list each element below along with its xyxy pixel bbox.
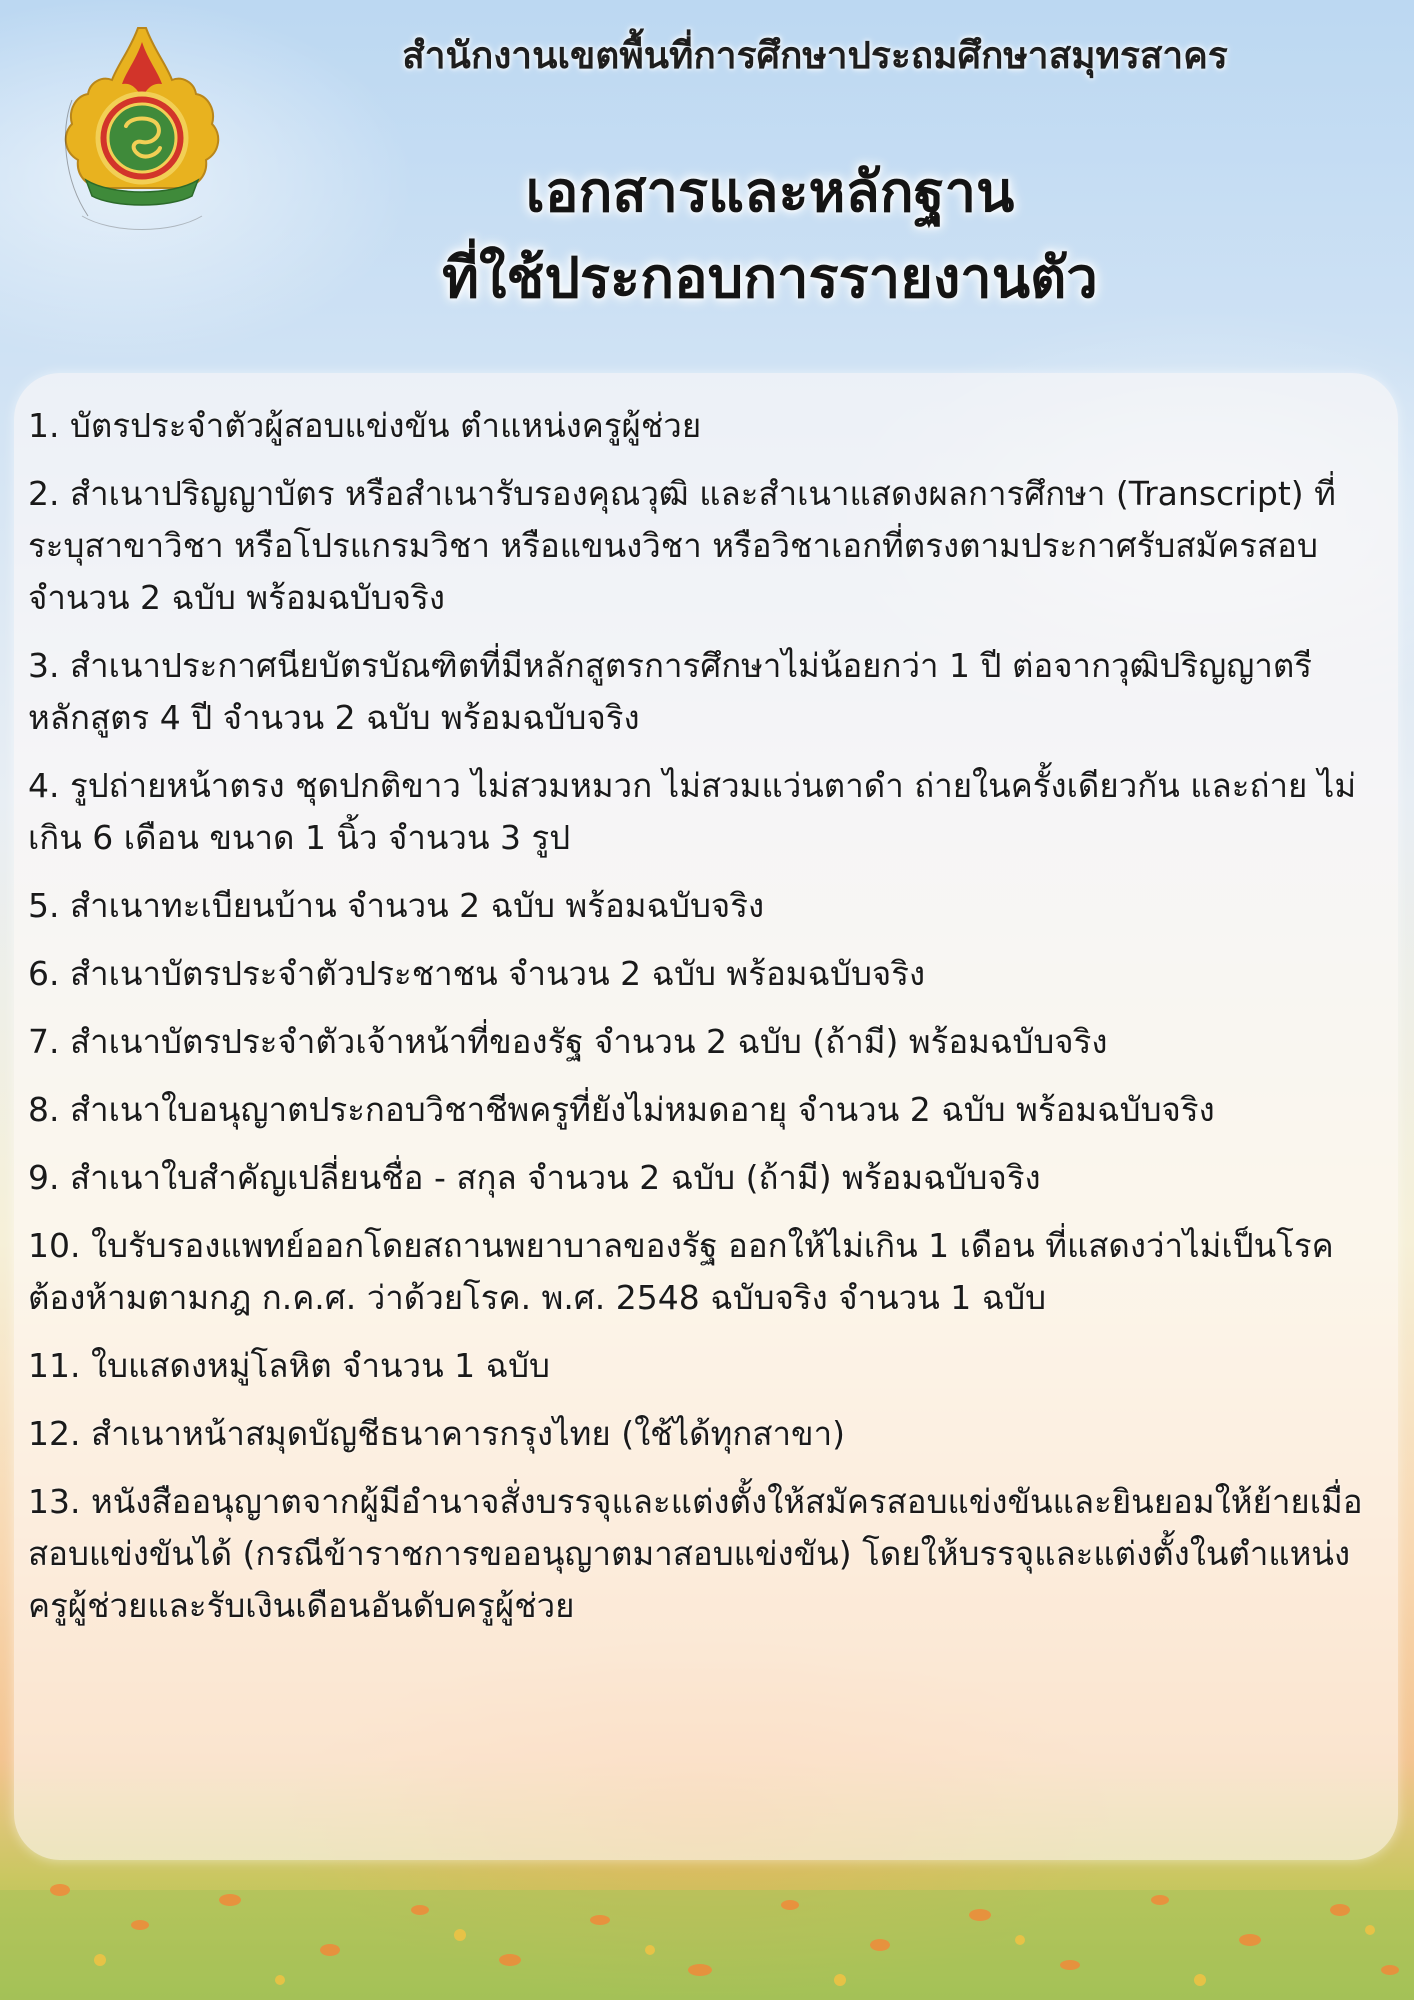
list-item: 6. สำเนาบัตรประจำตัวประชาชน จำนวน 2 ฉบับ พร้อมฉบับจริง [28, 954, 926, 993]
list-item: 12. สำเนาหน้าสมุดบัญชีธนาคารกรุงไทย (ใช้ได้ทุกสาขา) [28, 1414, 845, 1453]
list-item: 5. สำเนาทะเบียนบ้าน จำนวน 2 ฉบับ พร้อมฉบับจริง [28, 886, 765, 925]
list-item: 13. หนังสืออนุญาตจากผู้มีอำนาจสั่งบรรจุและแต่งตั้งให้สมัครสอบแข่งขันและยินยอมให้ย้ายเมื่อสอบแข่งขันได้ (กรณีข้าราชการขออนุญาตมาสอบแข่งขัน) โดยให้บรรจุและแต่งตั้งในตำแหน่งครูผู้ช่วยและรับเงินเดือนอันดับครูผู้ช่วย [28, 1482, 1363, 1625]
list-item: 4. รูปถ่ายหน้าตรง ชุดปกติขาว ไม่สวมหมวก ไม่สวมแว่นตาดำ ถ่ายในครั้งเดียวกัน และถ่าย ไม่เกิน 6 เดือน ขนาด 1 นิ้ว จำนวน 3 รูป [28, 766, 1357, 857]
agency-name: สำนักงานเขตพื้นที่การศึกษาประถมศึกษาสมุทรสาคร [402, 34, 1228, 77]
obec-emblem-logo [42, 20, 242, 250]
title-line-2: ที่ใช้ประกอบการรายงานตัว [442, 246, 1098, 311]
page-title [240, 150, 1300, 322]
list-item: 7. สำเนาบัตรประจำตัวเจ้าหน้าที่ของรัฐ จำนวน 2 ฉบับ (ถ้ามี) พร้อมฉบับจริง [28, 1022, 1108, 1061]
documents-list-panel [14, 373, 1398, 1860]
list-item: 2. สำเนาปริญญาบัตร หรือสำเนารับรองคุณวุฒิ และสำเนาแสดงผลการศึกษา (Transcript) ที่ระบุสาขาวิชา หรือโปรแกรมวิชา หรือแขนงวิชา หรือวิชาเอกที่ตรงตามประกาศรับสมัครสอบจำนวน 2 ฉบับ พร้อมฉบับจริง [28, 474, 1336, 617]
list-item: 11. ใบแสดงหมู่โลหิต จำนวน 1 ฉบับ [28, 1346, 550, 1385]
list-item: 10. ใบรับรองแพทย์ออกโดยสถานพยาบาลของรัฐ ออกให้ไม่เกิน 1 เดือน ที่แสดงว่าไม่เป็นโรคต้องห้ามตามกฎ ก.ค.ศ. ว่าด้วยโรค. พ.ศ. 2548 ฉบับจริง จำนวน 1 ฉบับ [28, 1226, 1334, 1317]
list-item: 9. สำเนาใบสำคัญเปลี่ยนชื่อ - สกุล จำนวน 2 ฉบับ (ถ้ามี) พร้อมฉบับจริง [28, 1158, 1041, 1197]
list-item: 1. บัตรประจำตัวผู้สอบแข่งขัน ตำแหน่งครูผู้ช่วย [28, 406, 702, 445]
title-line-1: เอกสารและหลักฐาน [525, 160, 1015, 225]
list-item: 8. สำเนาใบอนุญาตประกอบวิชาชีพครูที่ยังไม่หมดอายุ จำนวน 2 ฉบับ พร้อมฉบับจริง [28, 1090, 1215, 1129]
list-item: 3. สำเนาประกาศนียบัตรบัณฑิตที่มีหลักสูตรการศึกษาไม่น้อยกว่า 1 ปี ต่อจากวุฒิปริญญาตรี หลักสูตร 4 ปี จำนวน 2 ฉบับ พร้อมฉบับจริง [28, 646, 1313, 737]
